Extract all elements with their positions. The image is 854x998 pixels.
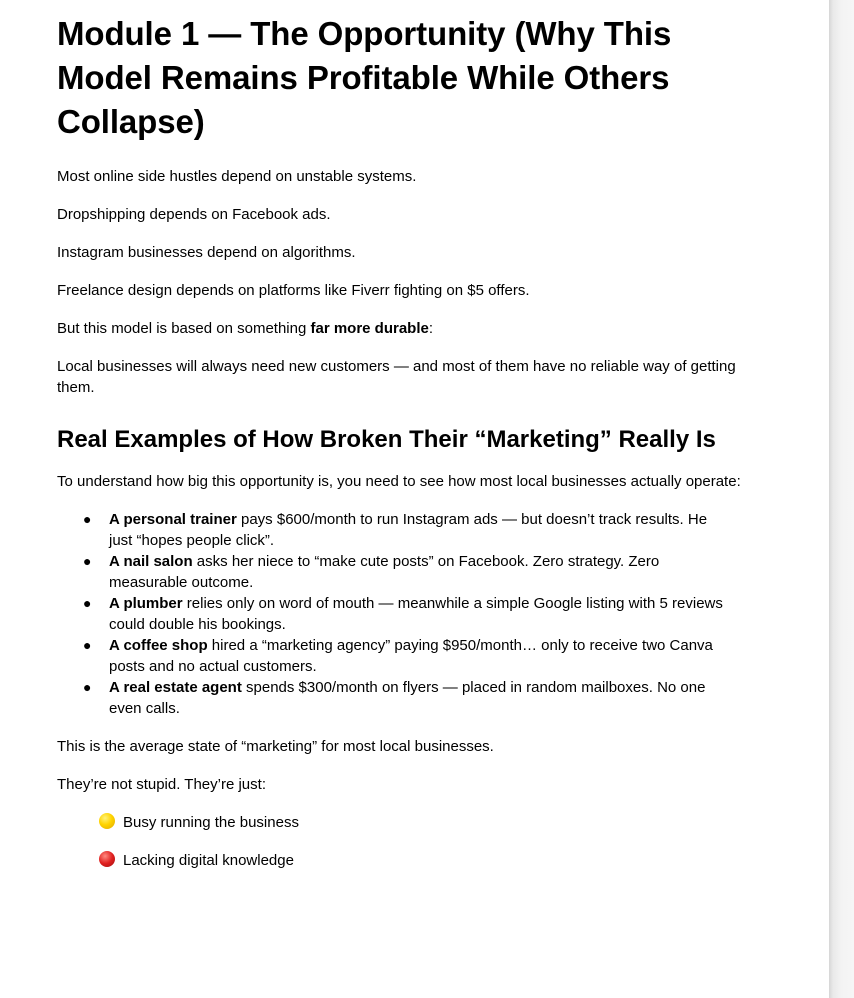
example-text: hired a “marketing agency” paying $950/month… only to receive two Canva posts and no actual customers. — [109, 637, 713, 675]
list-item — [83, 677, 747, 719]
reason-label: Busy running the business — [123, 814, 299, 831]
section-heading: Real Examples of How Broken Their “Marketing” Really Is — [57, 426, 716, 453]
example-subject: A real estate agent — [109, 679, 242, 696]
paragraph-durable — [57, 318, 747, 339]
list-item — [99, 850, 747, 871]
durable-text-before: But this model is based on something — [57, 320, 311, 337]
example-text: spends $300/month on flyers — placed in random mailboxes. No one even calls. — [109, 679, 706, 717]
page-title: Module 1 — The Opportunity (Why This Model Remains Profitable While Others Collapse) — [57, 15, 672, 140]
example-text: asks her niece to “make cute posts” on Facebook. Zero strategy. Zero measurable outcome. — [109, 553, 660, 591]
durable-text-after: : — [428, 320, 434, 337]
list-item — [99, 812, 747, 833]
list-item — [83, 593, 747, 635]
paragraph-side-hustles: Most online side hustles depend on unstable systems. — [57, 168, 417, 185]
example-subject: A plumber — [109, 595, 183, 612]
bullet-icon: ● — [83, 553, 92, 569]
yellow-circle-icon — [99, 813, 115, 829]
example-text: relies only on word of mouth — meanwhile a simple Google listing with 5 reviews could double his bookings. — [109, 595, 723, 633]
paragraph-dropshipping: Dropshipping depends on Facebook ads. — [57, 206, 331, 223]
durable-bold-text: far more durable — [310, 320, 429, 337]
paragraph-average-state: This is the average state of “marketing” for most local businesses. — [57, 738, 494, 755]
example-subject: A coffee shop — [109, 637, 208, 654]
examples-list — [57, 509, 747, 719]
bullet-icon: ● — [83, 637, 92, 653]
example-subject: A nail salon — [109, 553, 193, 570]
list-item — [83, 635, 747, 677]
reasons-list — [57, 812, 747, 871]
list-item — [83, 509, 747, 551]
paragraph-local-businesses: Local businesses will always need new customers — and most of them have no reliable way of getting them. — [57, 358, 736, 396]
example-subject: A personal trainer — [109, 511, 237, 528]
red-circle-icon — [99, 851, 115, 867]
reason-label: Lacking digital knowledge — [123, 852, 294, 869]
bullet-icon: ● — [83, 679, 92, 695]
section-lead: To understand how big this opportunity is, you need to see how most local businesses actually operate: — [57, 473, 741, 490]
bullet-icon: ● — [83, 595, 92, 611]
example-text: pays $600/month to run Instagram ads — but doesn’t track results. He just “hopes people click”. — [109, 511, 708, 549]
viewer-edge — [829, 0, 854, 998]
paragraph-freelance: Freelance design depends on platforms like Fiverr fighting on $5 offers. — [57, 282, 530, 299]
paragraph-instagram: Instagram businesses depend on algorithms. — [57, 244, 356, 261]
bullet-icon: ● — [83, 511, 92, 527]
paragraph-not-stupid: They’re not stupid. They’re just: — [57, 776, 266, 793]
document-content — [57, 12, 747, 888]
list-item — [83, 551, 747, 593]
